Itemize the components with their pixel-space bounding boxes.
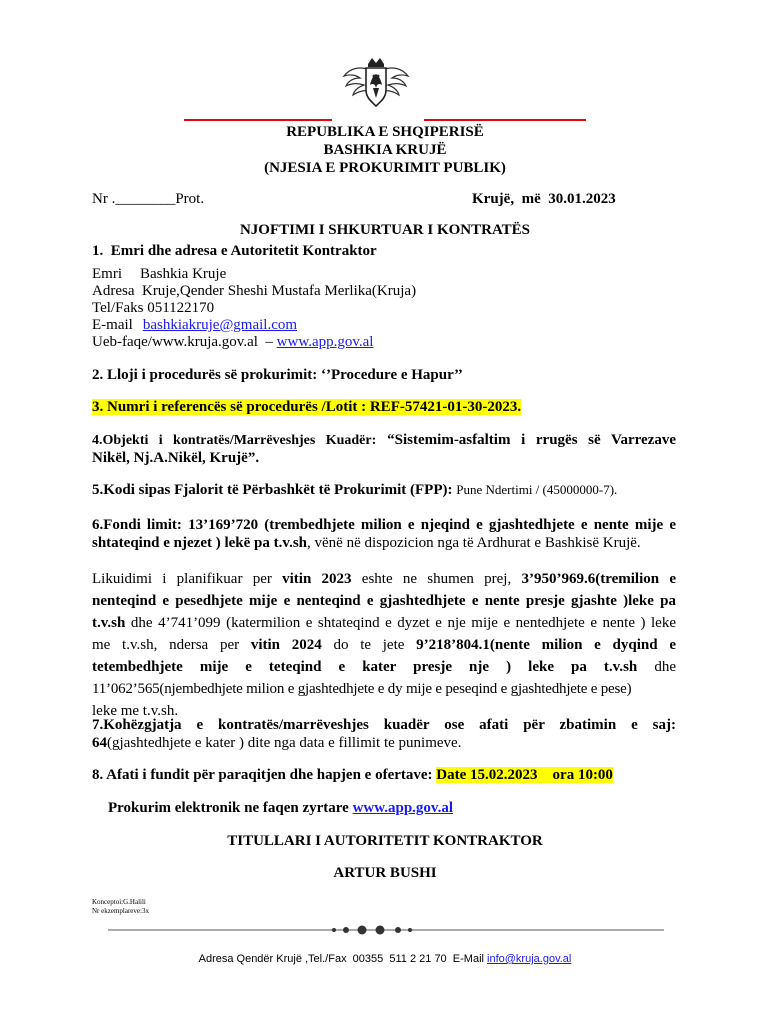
- signature-name: ARTUR BUSHI: [333, 865, 437, 881]
- liq-text-1: Likuidimi i planifikuar per: [92, 571, 272, 587]
- section7-line2: [92, 734, 461, 752]
- section6-line1: [92, 516, 676, 534]
- duration-text: (gjashtedhjete e kater ) dite nga data e fillimit te punimeve.: [107, 735, 462, 751]
- place-date: Krujë, më 30.01.2023: [472, 191, 616, 207]
- header-municipality: BASHKIA KRUJË: [323, 142, 447, 158]
- address-label: Adresa: [92, 283, 135, 299]
- liq-text-2: eshte ne shumen prej,: [361, 571, 512, 587]
- fund-limit-value: : 13’169’720 (trembedhjete milion e njeqind e gjashtedhjete e nente mije e: [176, 517, 676, 533]
- app-gov-link[interactable]: www.app.gov.al: [276, 334, 374, 350]
- section1-heading: 1. Emri dhe adresa e Autoritetit Kontraktor: [92, 243, 377, 259]
- liq-text-6: tetembedhjete mije e teteqind e kater presje nje ) leke pa t.v.sh: [92, 659, 638, 675]
- section3-reference: [92, 398, 521, 416]
- liq-year-2023: vitin 2023: [282, 571, 352, 587]
- web-label: Ueb-faqe/www.kruja.gov.al –: [92, 334, 273, 350]
- liquidation-line4: [92, 634, 676, 656]
- liquidation-line5: [92, 656, 676, 678]
- section2-procedure-type: 2. Lloji i procedurës së prokurimit: ‘’Procedure e Hapur’’: [92, 367, 463, 383]
- liquidation-line7: leke me t.v.sh.: [92, 703, 179, 719]
- concept-note: Konceptoi:G.Halili: [92, 898, 146, 906]
- web-row: [92, 333, 373, 351]
- tel-fax: Tel/Faks 051122170: [92, 300, 215, 316]
- email-row: [92, 316, 297, 334]
- notice-title: NJOFTIMI I SHKURTUAR I KONTRATËS: [239, 222, 531, 238]
- name-value: Bashkia Kruje: [140, 266, 227, 282]
- footer-ornament-divider: [108, 923, 664, 937]
- section5-cpv: [92, 481, 617, 499]
- liq-text-7: dhe: [654, 659, 677, 675]
- contracting-address-row: [92, 282, 416, 300]
- email-link[interactable]: bashkiakruje@gmail.com: [142, 317, 298, 333]
- footer-email-link[interactable]: info@kruja.gov.al: [487, 953, 572, 965]
- email-label: E-mail: [92, 317, 133, 333]
- header-unit: (NJESIA E PROKURIMIT PUBLIK): [264, 160, 506, 176]
- section5-value: Pune Ndertimi / (45000000-7).: [456, 482, 618, 497]
- header-rule-right: [424, 119, 586, 121]
- electronic-link[interactable]: www.app.gov.al: [352, 800, 454, 816]
- liquidation-line2: nenteqind e pesedhjete mije e nenteqind e gjashtedhjete e nente presje gjashte )leke pa: [92, 593, 676, 609]
- contracting-name-row: [92, 265, 226, 283]
- electronic-text: Prokurim elektronik ne faqen zyrtare: [108, 800, 349, 816]
- liq-text-3: dhe 4’741’099 (katermilion e shtateqind e dyzet e nje mije e nentedhjete e nente ) leke: [130, 615, 676, 631]
- section7-line1: 7.Kohëzgjatja e kontratës/marrëveshjes kuadër ose afati për zbatimin e saj:: [92, 717, 676, 733]
- section4-label: 4.Objekti i kontratës/Marrëveshjes Kuadër:: [92, 433, 377, 448]
- address-value: Kruje,Qender Sheshi Mustafa Merlika(Kruja): [141, 283, 417, 299]
- liq-year-2024: vitin 2024: [250, 637, 322, 653]
- header-rule-left: [184, 119, 332, 121]
- coat-of-arms-emblem: [340, 54, 412, 110]
- fund-limit-label: 6.Fondi limit: [92, 517, 177, 533]
- name-label: Emri: [92, 266, 122, 282]
- signature-title: TITULLARI I AUTORITETIT KONTRAKTOR: [227, 833, 543, 849]
- section4-line1: [92, 431, 676, 450]
- duration-days: 64: [92, 735, 107, 751]
- section4-object: “Sistemim-asfaltim i rrugës së Varrezave: [387, 432, 677, 448]
- liq-vat-1: t.v.sh: [92, 615, 126, 631]
- liq-amount-2024: 9’218’804.1(nente milion e dyqind e: [416, 637, 676, 653]
- protocol-number: Nr .________Prot.: [92, 191, 205, 207]
- electronic-procurement: [108, 799, 453, 817]
- reference-highlight: 3. Numri i referencës së procedurës /Lotit : REF-57421-01-30-2023.: [92, 399, 522, 415]
- liquidation-line1: [92, 568, 676, 590]
- liquidation-line3: [92, 612, 676, 634]
- liq-text-4: me t.v.sh, ndersa per: [92, 637, 240, 653]
- header-republic: REPUBLIKA E SHQIPERISË: [286, 124, 484, 140]
- footer-address-text: Adresa Qendër Krujë ,Tel./Fax 00355 511 2 21 70 E-Mail: [198, 953, 484, 965]
- deadline-value: Date 15.02.2023 ora 10:00: [436, 767, 613, 783]
- section4-line2: Nikël, Nj.A.Nikël, Krujë”.: [92, 450, 260, 466]
- section6-line2: [92, 534, 641, 552]
- footer-address: [0, 952, 770, 966]
- fund-source: , vënë në dispozicion nga të Ardhurat e Bashkisë Krujë.: [307, 535, 641, 551]
- liq-amount-2023: 3’950’969.6(tremilion e: [521, 571, 676, 587]
- deadline-label: 8. Afati i fundit për paraqitjen dhe hapjen e ofertave:: [92, 767, 433, 783]
- copies-note: Nr ekzemplareve:3x: [92, 907, 149, 915]
- liquidation-line6: 11’062’565(njembedhjete milion e gjashtedhjete e dy mije e peseqind e gjashtedhjete e pese): [92, 681, 632, 697]
- section8-deadline: [92, 766, 613, 784]
- fund-limit-words: shtateqind e njezet ) lekë pa t.v.sh: [92, 535, 307, 551]
- section5-label: 5.Kodi sipas Fjalorit të Përbashkët të Prokurimit (FPP):: [92, 482, 453, 498]
- liq-text-5: do te jete: [333, 637, 405, 653]
